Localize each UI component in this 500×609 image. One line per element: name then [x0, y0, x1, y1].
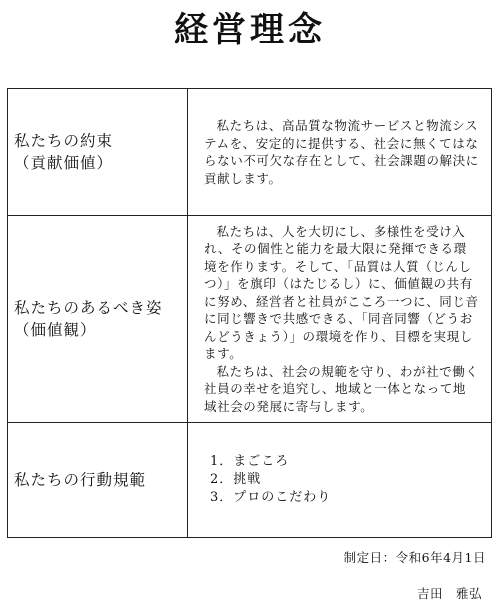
row-label [8, 89, 188, 216]
code-list [204, 453, 479, 507]
philosophy-table [7, 88, 492, 538]
list-item: 3．プロのこだわり [210, 490, 332, 505]
label-line: （貢献価値） [14, 154, 114, 172]
page-title: 経営理念 [174, 10, 326, 50]
list-item: 2．挑戦 [210, 472, 262, 487]
content-paragraph: 私たちは、高品質な物流サービスと物流システムを、安定的に提供する、社会に無くてはならない不可欠な存在として、社会課題の解決に貢献します。 [204, 118, 479, 186]
label-line: 私たちの約束 [14, 132, 114, 150]
label-line: （価値観） [14, 321, 97, 339]
list-item: 1．まごころ [210, 454, 290, 469]
established-date: 制定日：令和6年4月1日 [343, 550, 486, 565]
row-content [188, 216, 492, 423]
table-row [8, 89, 492, 216]
content-paragraph: 私たちは、社会の規範を守り、わが社で働く社員の幸せを追究し、地域と一体となって地域社会の発展に寄与します。 [204, 363, 479, 414]
table-row [8, 216, 492, 423]
signature: 吉田 雅弘 [416, 586, 482, 601]
row-content [188, 423, 492, 538]
content-paragraph: 私たちは、人を大切にし、多様性を受け入れ、その個性と能力を最大限に発揮できる環境を作ります。そして、「品質は人質（じんしつ）」を旗印（はたじるし）に、価値観の共有に努め、経営者と社員がこころ一つに、同じ音に同じ響きで共感できる、「同音同響（どうおんどうきょう）」の環境を作り、目標を実現します。 [204, 223, 479, 362]
row-label [8, 216, 188, 423]
row-content [188, 89, 492, 216]
table-row [8, 423, 492, 538]
label-line: 私たちの行動規範 [14, 471, 147, 489]
row-label [8, 423, 188, 538]
label-line: 私たちのあるべき姿 [14, 299, 163, 317]
